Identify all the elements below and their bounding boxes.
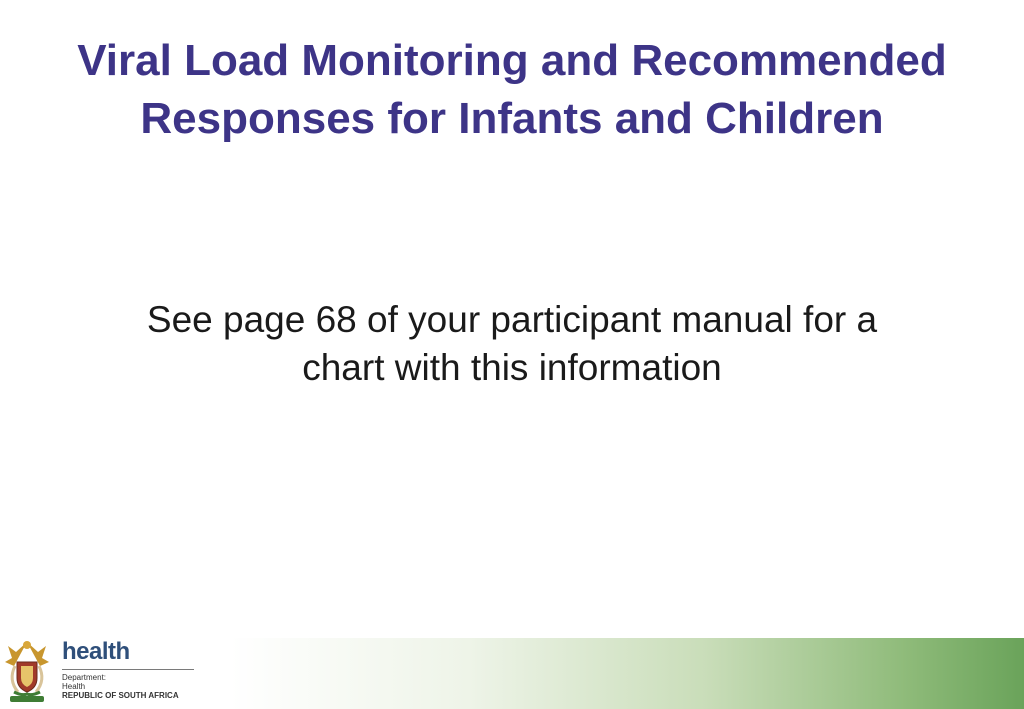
coat-of-arms-icon: [2, 636, 52, 706]
logo-ministry-line: Health: [62, 682, 86, 691]
slide-body-text: [0, 296, 1024, 392]
logo-department-line: Department:: [62, 673, 107, 682]
logo-wordmark: health: [62, 638, 130, 665]
logo-divider: [62, 669, 194, 670]
title-line-1: Viral Load Monitoring and Recommended: [77, 36, 947, 85]
title-line-2: Responses for Infants and Children: [140, 94, 884, 143]
slide-title: [0, 32, 1024, 148]
department-of-health-logo: [0, 632, 200, 709]
logo-country-line: REPUBLIC OF SOUTH AFRICA: [62, 691, 179, 700]
body-line-1: See page 68 of your participant manual for a: [146, 299, 878, 340]
body-line-2: chart with this information: [302, 347, 722, 388]
footer-gradient-band: [230, 638, 1024, 709]
